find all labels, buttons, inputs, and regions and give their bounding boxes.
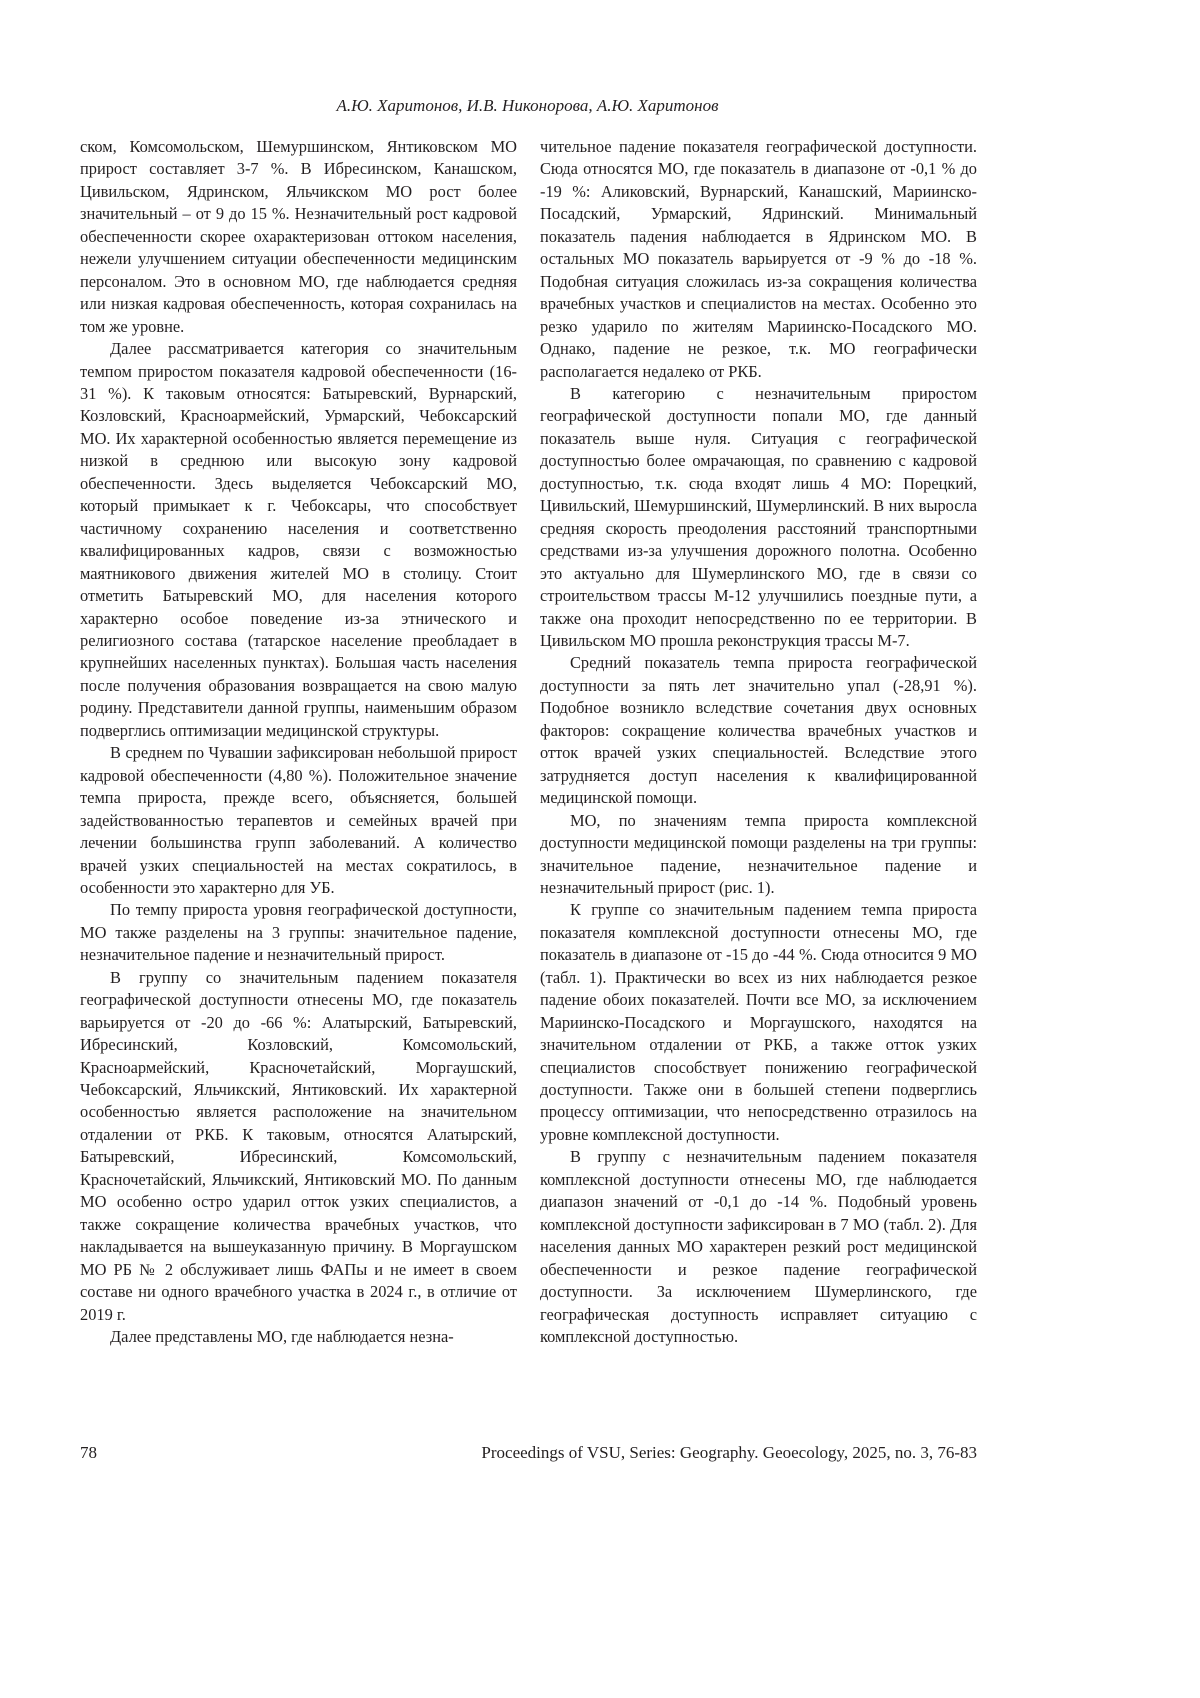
paragraph: Далее рассматривается категория со значительным темпом приростом показателя кадровой обеспеченности (16-31 %). К таковым относятся: Батыревский, Вурнарский, Козловский, Красноармейский, Урмарский, Чебоксарский МО. Их характерной особенностью является перемещение из низкой в среднюю или высокую зону кадровой обеспеченности. Здесь выделяется Чебоксарский МО, который примыкает к г. Чебоксары, что способствует частичному сохранению населения и соответственно квалифицированных кадров, связи с возможностью маятникового движения жителей МО в столицу. Стоит отметить Батыревский МО, для населения которого характерно особое поведение из-за этнического и религиозного состава (татарское население преобладает в крупнейших населенных пунктах). Большая часть населения после получения образования возвращается на свою малую родину. Представители данной группы, наименьшим образом подверглись оптимизации медицинской структуры.: [80, 338, 517, 742]
page-number: 78: [80, 1443, 97, 1463]
paragraph: По темпу прироста уровня географической доступности, МО также разделены на 3 группы: значительное падение, незначительное падение и незначительный прирост.: [80, 899, 517, 966]
paragraph: чительное падение показателя географической доступности. Сюда относятся МО, где показатель в диапазоне от -0,1 % до -19 %: Аликовский, Вурнарский, Канашский, Мариинско-Посадский, Урмарский, Ядринский. Минимальный показатель падения наблюдается в Ядринском МО. В остальных МО показатель варьируется от -9 % до -18 %. Подобная ситуация сложилась из-за сокращения количества врачебных участков и специалистов на местах. Особенно это резко ударило по жителям Мариинско-Посадского МО. Однако, падение не резкое, т.к. МО географически располагается недалеко от РКБ.: [540, 136, 977, 383]
paragraph: ском, Комсомольском, Шемуршинском, Янтиковском МО прирост составляет 3-7 %. В Ибресинском, Канашском, Цивильском, Ядринском, Яльчикском МО рост более значительный – от 9 до 15 %. Незначительный рост кадровой обеспеченности скорее охарактеризован оттоком населения, нежели улучшением ситуации обеспеченности медицинским персоналом. Это в основном МО, где наблюдается средняя или низкая кадровая обеспеченность, которая сохранилась на том же уровне.: [80, 136, 517, 338]
paragraph: В среднем по Чувашии зафиксирован небольшой прирост кадровой обеспеченности (4,80 %). Положительное значение темпа прироста, прежде всего, объясняется, большей задействованностью терапевтов и семейных врачей при лечении большинства групп заболеваний. А количество врачей узких специальностей на местах сократилось, в особенности это характерно для УБ.: [80, 742, 517, 899]
paragraph: Средний показатель темпа прироста географической доступности за пять лет значительно упал (-28,91 %). Подобное возникло вследствие сочетания двух основных факторов: сокращение количества врачебных участков и отток врачей узких специальностей. Вследствие этого затрудняется доступ населения к квалифицированной медицинской помощи.: [540, 652, 977, 809]
left-column: [80, 136, 517, 1348]
paragraph: В группу с незначительным падением показателя комплексной доступности отнесены МО, где наблюдается диапазон значений от -0,1 до -14 %. Подобный уровень комплексной доступности зафиксирован в 7 МО (табл. 2). Для населения данных МО характерен резкий рост медицинской обеспеченности и резкое падение географической доступности. За исключением Шумерлинского, где географическая доступность исправляет ситуацию с комплексной доступностью.: [540, 1146, 977, 1348]
page-footer: [80, 1443, 977, 1463]
paragraph: К группе со значительным падением темпа прироста показателя комплексной доступности отнесены МО, где показатель в диапазоне от -15 до -44 %. Сюда относится 9 МО (табл. 1). Практически во всех из них наблюдается резкое падение обоих показателей. Почти все МО, за исключением Мариинско-Посадского и Моргаушского, находятся на значительном отдалении от РКБ, а также отток узких специалистов способствует понижению географической доступности. Также они в большей степени подверглись процессу оптимизации, что непосредственно отразилось на уровне комплексной доступности.: [540, 899, 977, 1146]
running-header-authors: А.Ю. Харитонов, И.В. Никонорова, А.Ю. Харитонов: [0, 96, 1055, 116]
journal-citation: Proceedings of VSU, Series: Geography. Geoecology, 2025, no. 3, 76-83: [481, 1443, 977, 1463]
right-column: [540, 136, 977, 1348]
paragraph: Далее представлены МО, где наблюдается незна-: [80, 1326, 517, 1348]
paragraph: В категорию с незначительным приростом географической доступности попали МО, где данный показатель выше нуля. Ситуация с географической доступностью более омрачающая, по сравнению с кадровой доступностью, т.к. сюда входят лишь 4 МО: Порецкий, Цивильский, Шемуршинский, Шумерлинский. В них выросла средняя скорость преодоления расстояний транспортными средствами из-за улучшения дорожного полотна. Особенно это актуально для Шумерлинского МО, где в связи со строительством трассы М-12 улучшились поездные пути, а также она проходит непосредственно по ее территории. В Цивильском МО прошла реконструкция трассы М-7.: [540, 383, 977, 652]
paragraph: МО, по значениям темпа прироста комплексной доступности медицинской помощи разделены на три группы: значительное падение, незначительное падение и незначительный прирост (рис. 1).: [540, 810, 977, 900]
paragraph: В группу со значительным падением показателя географической доступности отнесены МО, где показатель варьируется от -20 до -66 %: Алатырский, Батыревский, Ибресинский, Козловский, Комсомольский, Красноармейский, Красночетайский, Моргаушский, Чебоксарский, Яльчикский, Янтиковский. Их характерной особенностью является расположение на значительном отдалении от РКБ. К таковым, относятся Алатырский, Батыревский, Ибресинский, Комсомольский, Красночетайский, Яльчикский, Янтиковский МО. По данным МО особенно остро ударил отток узких специалистов, а также сокращение количества врачебных участков, что накладывается на вышеуказанную причину. В Моргаушском МО РБ № 2 обслуживает лишь ФАПы и не имеет в своем составе ни одного врачебного участка в 2024 г., в отличие от 2019 г.: [80, 967, 517, 1326]
